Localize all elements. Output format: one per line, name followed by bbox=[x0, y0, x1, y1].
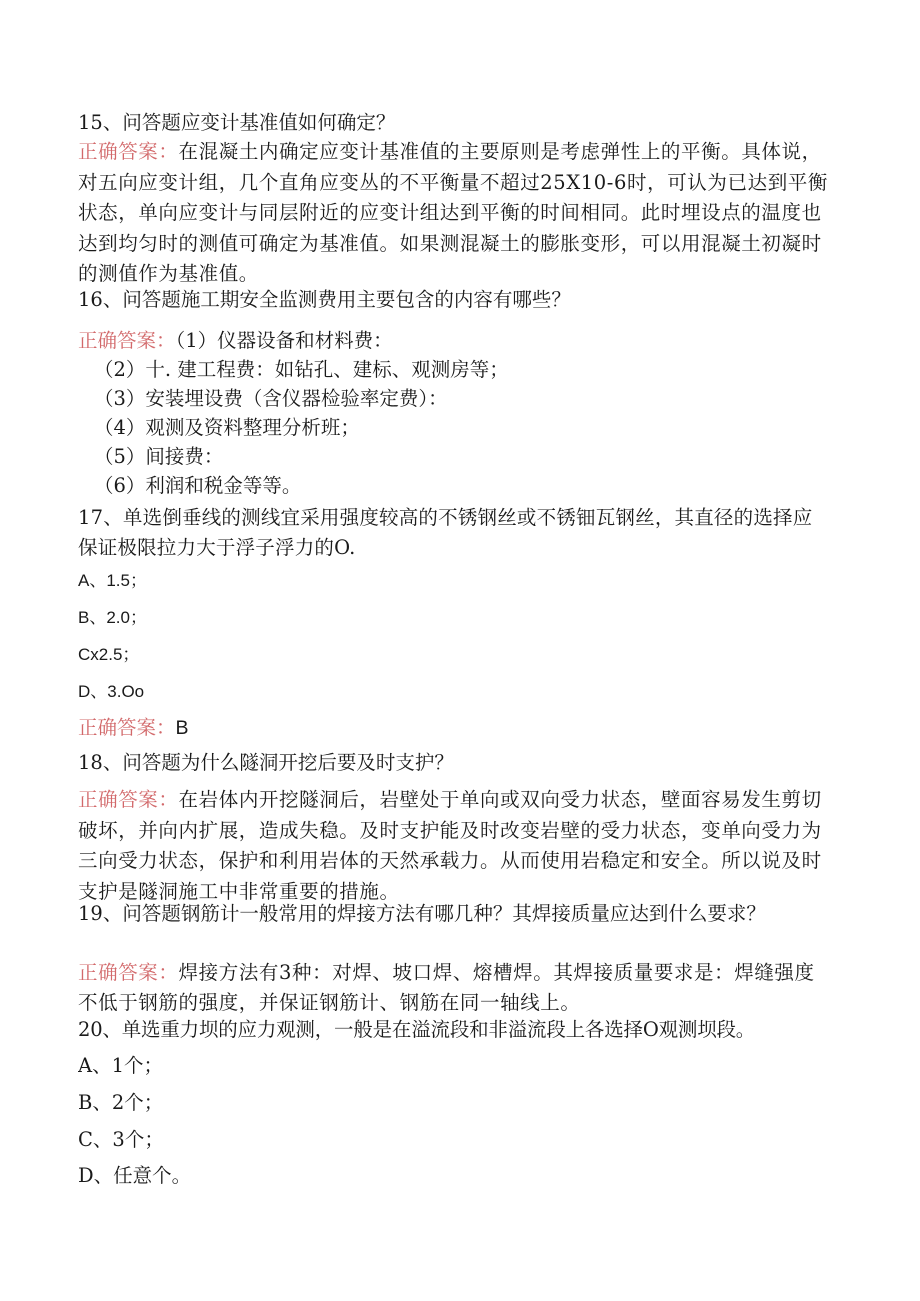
q19-answer bbox=[78, 958, 828, 1018]
q15-answer-text: 在混凝土内确定应变计基准值的主要原则是考虑弹性上的平衡。具体说，对五向应变计组，几个直角应变丛的不平衡量不超过25X10-6时，可认为已达到平衡状态，单向应变计与同层附近的应变计组达到平衡的时间相同。此时埋设点的温度也达到均匀时的测值可确定为基准值。如果测混凝土的膨胀变形，可以用混凝土初凝时的测值作为基准值。 bbox=[78, 140, 829, 285]
answer-label: 正确答案： bbox=[78, 716, 176, 739]
answer-label: 正确答案： bbox=[78, 788, 179, 811]
q19-title: 19、问答题钢筋计一般常用的焊接方法有哪几种？其焊接质量应达到什么要求？ bbox=[78, 902, 766, 925]
q20-option-a: A、1个； bbox=[78, 1054, 163, 1077]
q15-title: 15、问答题应变计基准值如何确定？ bbox=[78, 111, 396, 134]
q17-option-a: A、1.5； bbox=[78, 571, 147, 590]
q16-item: （6）利润和税金等等。 bbox=[94, 474, 302, 497]
q17-option-b: B、2.0； bbox=[78, 608, 147, 627]
q17-answer bbox=[78, 714, 828, 742]
q16-item: （2）十. 建工程费：如钻孔、建标、观测房等； bbox=[94, 358, 509, 381]
q16-answer-line bbox=[78, 327, 828, 355]
q17-option-c: Cx2.5； bbox=[78, 645, 140, 664]
q20-option-d: D、任意个。 bbox=[78, 1164, 192, 1187]
q20-option-c: C、3个； bbox=[78, 1128, 164, 1151]
q16-item: （1）仪器设备和材料费： bbox=[175, 329, 393, 352]
answer-label: 正确答案： bbox=[78, 140, 179, 163]
q17-answer-value: B bbox=[175, 717, 189, 739]
q16-title: 16、问答题施工期安全监测费用主要包含的内容有哪些？ bbox=[78, 288, 571, 311]
answer-label: 正确答案： bbox=[78, 329, 176, 352]
q17-option-d: D、3.Oo bbox=[78, 682, 145, 701]
q15-answer bbox=[78, 137, 828, 290]
answer-label: 正确答案： bbox=[78, 961, 179, 984]
q16-item: （4）观测及资料整理分析班； bbox=[94, 416, 360, 439]
q18-title: 18、问答题为什么隧洞开挖后要及时支护？ bbox=[78, 751, 454, 774]
q20-title: 20、单选重力坝的应力观测，一般是在溢流段和非溢流段上各选择O观测坝段。 bbox=[78, 1018, 756, 1041]
q16-item: （3）安装埋设费（含仪器检验率定费）： bbox=[94, 387, 448, 410]
q18-answer bbox=[78, 785, 828, 907]
q17-title: 17、单选倒垂线的测线宜采用强度较高的不锈钢丝或不锈钿瓦钢丝，其直径的选择应保证极限拉力大于浮子浮力的O. bbox=[78, 506, 813, 559]
q16-item: （5）间接费： bbox=[94, 445, 224, 468]
q20-option-b: B、2个； bbox=[78, 1091, 164, 1114]
q19-answer-text: 焊接方法有3种：对焊、坡口焊、熔槽焊。其焊接质量要求是：焊缝强度不低于钢筋的强度，并保证钢筋计、钢筋在同一轴线上。 bbox=[78, 961, 815, 1014]
q18-answer-text: 在岩体内开挖隧洞后，岩壁处于单向或双向受力状态，壁面容易发生剪切破坏，并向内扩展，造成失稳。及时支护能及时改变岩壁的受力状态，变单向受力为三向受力状态，保护和利用岩体的天然承载力。从而使用岩稳定和安全。所以说及时支护是隧洞施工中非常重要的措施。 bbox=[78, 788, 822, 903]
